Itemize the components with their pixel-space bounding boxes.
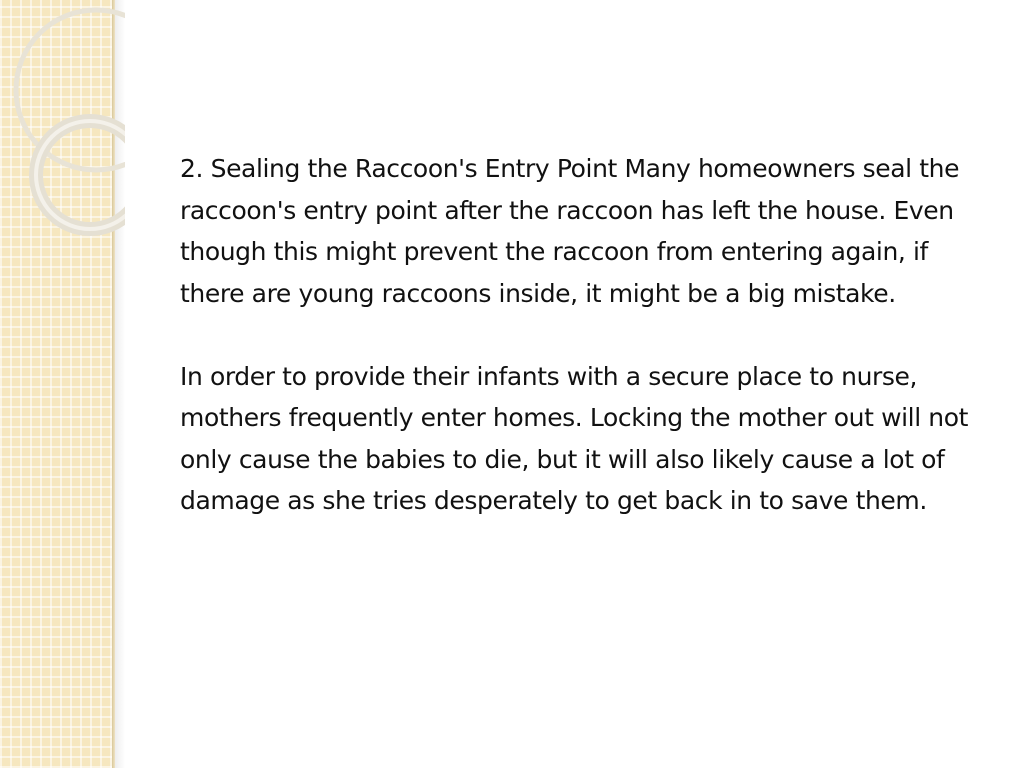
large-ring bbox=[16, 10, 125, 170]
paragraph-sealing-entry: 2. Sealing the Raccoon's Entry Point Many homeowners seal the raccoon's entry point after the raccoon has left the house. Even though this might prevent the raccoon from entering again, if there are young raccoons inside, it might be a big mistake. bbox=[180, 154, 960, 308]
decorative-rings bbox=[0, 0, 125, 260]
slide-body bbox=[180, 148, 980, 522]
paragraph-mother-raccoon: In order to provide their infants with a secure place to nurse, mothers frequently enter homes. Locking the mother out will not only cause the babies to die, but it will also likely cause a lot of damage as she tries desperately to get back in to save them. bbox=[180, 361, 969, 515]
small-ring-highlight bbox=[36, 121, 125, 229]
paragraph-gap bbox=[180, 314, 980, 356]
